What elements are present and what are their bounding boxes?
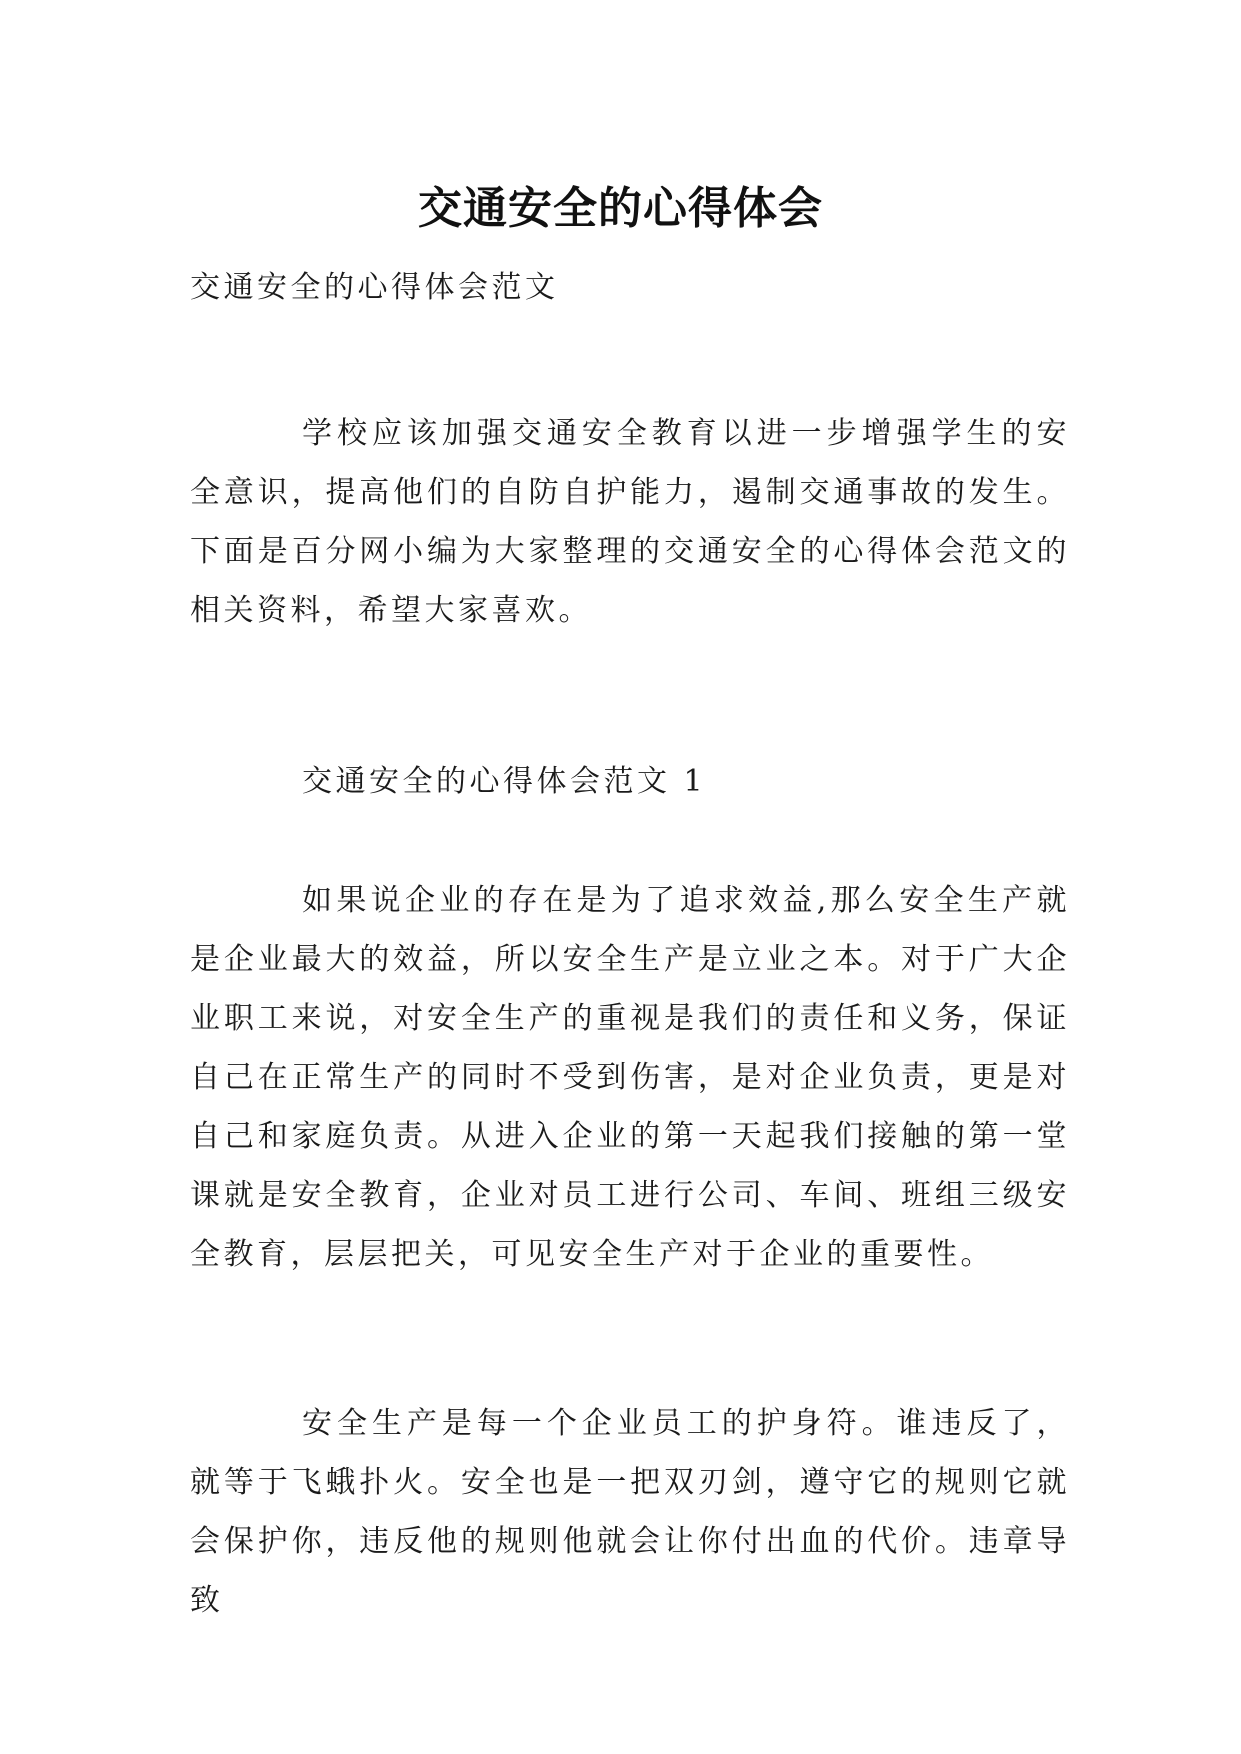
body-paragraph-continued: 安全生产是每一个企业员工的护身符。谁违反了，就等于飞蛾扑火。安全也是一把双刃剑，遵守它的规则它就会保护你，违反他的规则他就会让你付出血的代价。违章导致 [190,1406,1070,1618]
document-subtitle: 交通安全的心得体会范文 [190,270,559,305]
intro-paragraph: 学校应该加强交通安全教育以进一步增强学生的安全意识，提高他们的自防自护能力，遏制交通事故的发生。下面是百分网小编为大家整理的交通安全的心得体会范文的相关资料，希望大家喜欢。 [190,416,1070,628]
body-paragraph: 如果说企业的存在是为了追求效益,那么安全生产就是企业最大的效益，所以安全生产是立业之本。对于广大企业职工来说，对安全生产的重视是我们的责任和义务，保证自己在正常生产的同时不受到伤害，是对企业负责，更是对自己和家庭负责。从进入企业的第一天起我们接触的第一堂课就是安全教育，企业对员工进行公司、车间、班组三级安全教育，层层把关，可见安全生产对于企业的重要性。 [190,883,1070,1272]
document-title: 交通安全的心得体会 [418,183,823,235]
section-heading: 交通安全的心得体会范文 1 [302,764,707,799]
